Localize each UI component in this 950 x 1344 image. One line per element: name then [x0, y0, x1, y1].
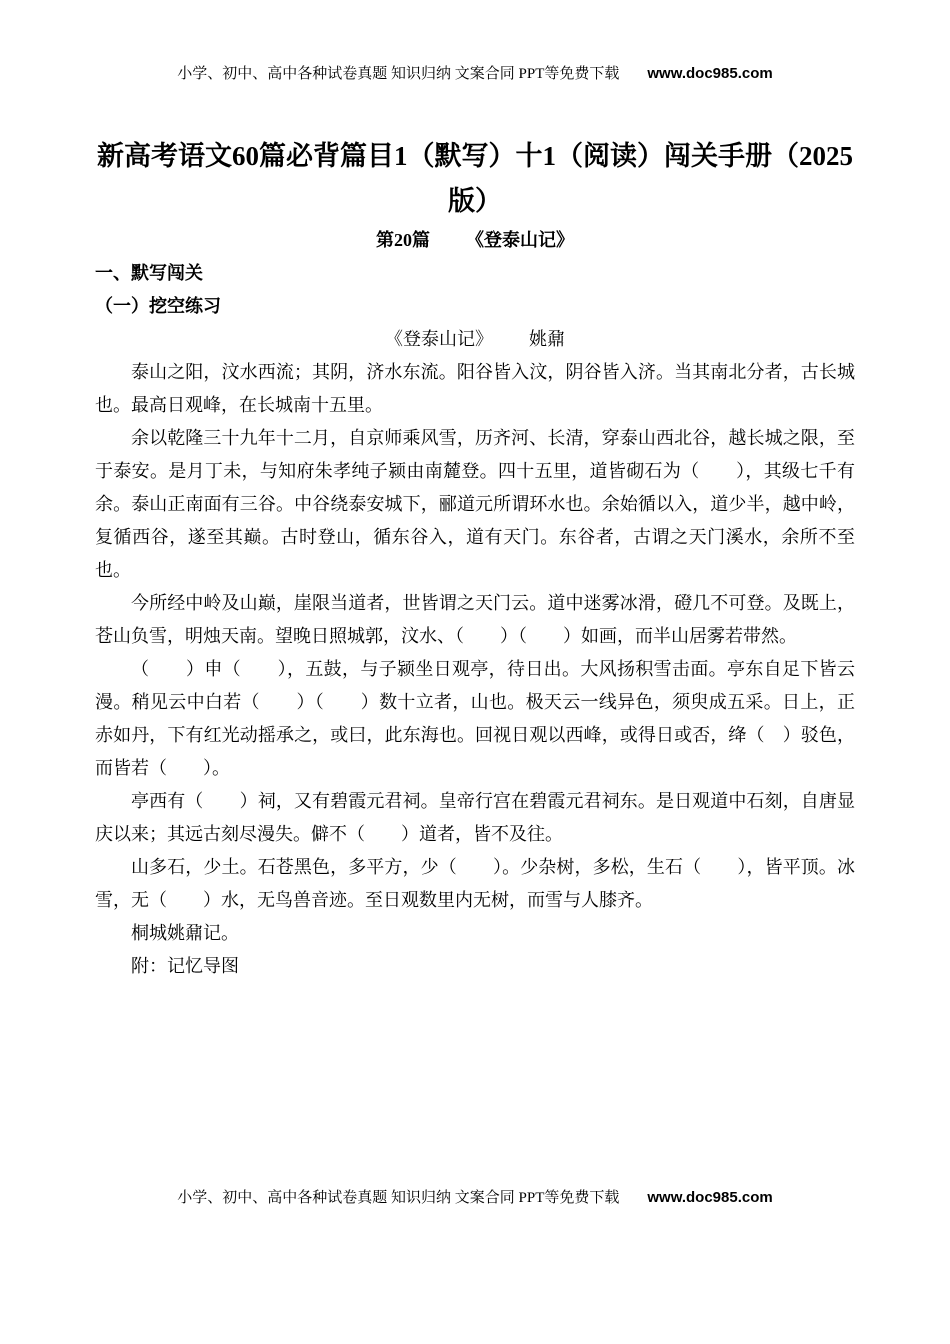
article-author: 姚鼐: [529, 329, 565, 349]
footer-promo-text: 小学、初中、高中各种试卷真题 知识归纳 文案合同 PPT等免费下载: [177, 1190, 620, 1206]
document-subtitle: [95, 224, 855, 257]
page-header: [0, 62, 950, 86]
header-site-url: www.doc985.com: [647, 65, 773, 82]
article-paragraph: 附：记忆导图: [131, 956, 239, 976]
document-content: [95, 134, 855, 983]
article-heading: [95, 323, 855, 356]
article-paragraph: 今所经中岭及山巅，崖限当道者，世皆谓之天门云。道中迷雾冰滑，磴几不可登。及既上，苍山负雪，明烛天南。望晚日照城郭，汶水、（ ）（ ）如画，而半山居雾若带然。: [95, 593, 855, 646]
footer-site-url: www.doc985.com: [647, 1189, 773, 1206]
article-paragraph: 余以乾隆三十九年十二月，自京师乘风雪，历齐河、长清，穿泰山西北谷，越长城之限，至于泰安。是月丁未，与知府朱孝纯子颍由南麓登。四十五里，道皆砌石为（ ），其级七千有余。泰山正南面有三谷。中谷绕泰安城下，郦道元所谓环水也。余始循以入，道少半，越中岭，复循西谷，遂至其巅。古时登山，循东谷入，道有天门。东谷者，古谓之天门溪水，余所不至也。: [95, 428, 855, 580]
article-title: 《登泰山记》: [385, 329, 493, 349]
article-paragraph: 泰山之阳，汶水西流；其阴，济水东流。阳谷皆入汶，阴谷皆入济。当其南北分者，古长城也。最高日观峰，在长城南十五里。: [95, 362, 855, 415]
article-paragraph: （ ）申（ ），五鼓，与子颍坐日观亭，待日出。大风扬积雪击面。亭东自足下皆云漫。稍见云中白若（ ）（ ）数十立者，山也。极天云一线异色，须臾成五采。日上，正赤如丹，下有红光动摇承之，或曰，此东海也。回视日观以西峰，或得日或否，绛（ ）驳色，而皆若（ ）。: [95, 659, 855, 778]
subtitle-book-title: 《登泰山记》: [466, 230, 574, 250]
article-paragraph: 亭西有（ ）祠，又有碧霞元君祠。皇帝行宫在碧霞元君祠东。是日观道中石刻，自唐显庆以来；其远古刻尽漫失。僻不（ ）道者，皆不及往。: [95, 791, 855, 844]
subtitle-number: 第20篇: [376, 230, 430, 250]
header-promo-text: 小学、初中、高中各种试卷真题 知识归纳 文案合同 PPT等免费下载: [177, 66, 620, 82]
document-title: 新高考语文60篇必背篇目1（默写）十1（阅读）闯关手册（2025版）: [97, 141, 853, 216]
subsection-heading-wakong: （一）挖空练习: [95, 296, 221, 316]
page-footer: [0, 1186, 950, 1210]
article-paragraph: 桐城姚鼐记。: [131, 923, 239, 943]
article-paragraph: 山多石，少土。石苍黑色，多平方，少（ ）。少杂树，多松，生石（ ），皆平顶。冰雪，无（ ）水，无鸟兽音迹。至日观数里内无树，而雪与人膝齐。: [95, 857, 855, 910]
section-heading-moxie: 一、默写闯关: [95, 263, 203, 283]
